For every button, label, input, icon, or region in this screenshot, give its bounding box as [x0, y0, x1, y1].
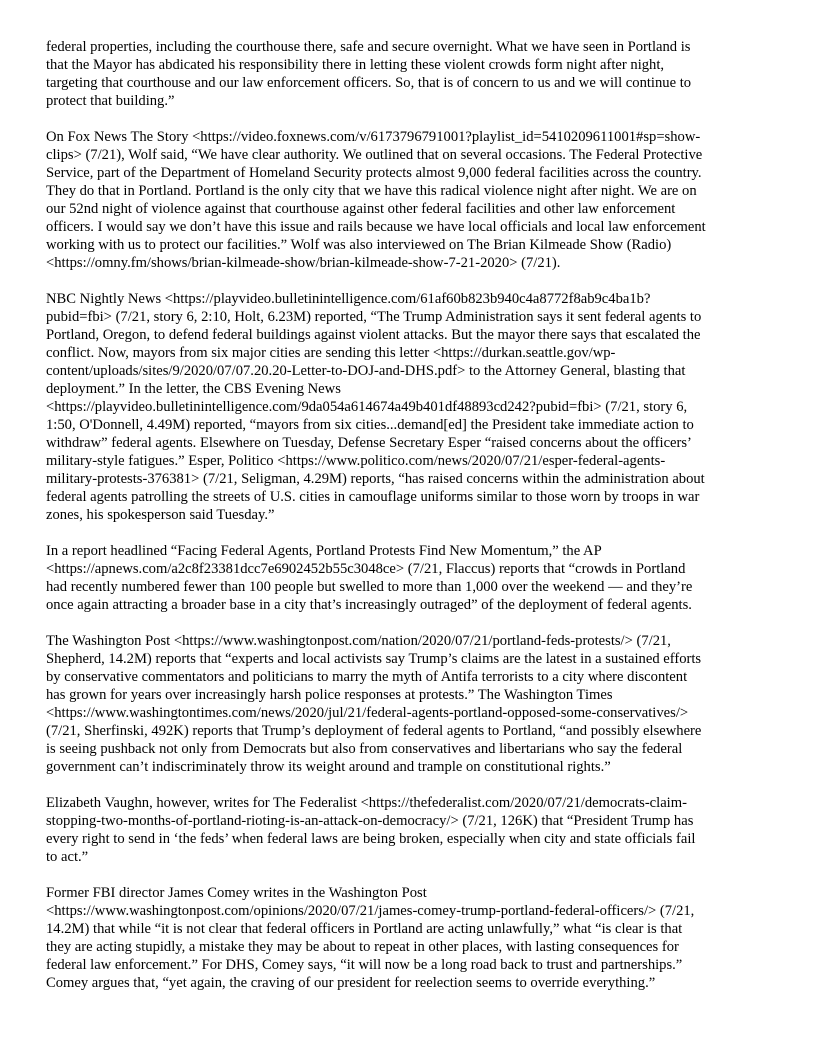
paragraph-comey-op-ed: Former FBI director James Comey writes in the Washington Post <https://www.washingtonpost.com/opinions/2020/07/21/james-comey-trump-portland-federal-officers/> (7/21, 14.2M) that while “it is not clear that federal officers in Portland are acting unlawfully,” what “is clear is that they are acting stupidly, a mistake they may be about to repeat in other places, with lasting consequences for federal law enforcement.” For DHS, Comey says, “it will now be a long road back to trust and partnerships.” Comey argues that, “yet again, the craving of our president for reelection seems to override everything.” [46, 885, 695, 991]
paragraph-portland-mayor: federal properties, including the courthouse there, safe and secure overnight. What we have seen in Portland is that the Mayor has abdicated his responsibility there in letting these violent crowds form night after night, targeting that courthouse and our law enforcement officers. So, that is of concern to us and we will continue to protect that building.” [46, 39, 692, 109]
paragraph-nbc-nightly-news: NBC Nightly News <https://playvideo.bulletinintelligence.com/61af60b823b940c4a8772f8ab9c4ba1b? pubid=fbi> (7/21, story 6, 2:10, Holt, 6.23M) reported, “The Trump Administration says it sent federal agents to Portland, Oregon, to defend federal buildings against violent attacks. But the mayor there says that escalated the conflict. Now, mayors from six major cities are sending this letter <https://durkan.seattle.gov/wp- content/uploads/sites/9/2020/07/07.20.20-Letter-to-DOJ-and-DHS.pdf> to the Attorney General, blasting that deployment.” In the letter, the CBS Evening News <https://playvideo.bulletinintelligence.com/9da054a614674a49b401df48893cd242?pubid=fbi> (7/21, story 6, 1:50, O'Donnell, 4.49M) reported, “mayors from six cities...demand[ed] the President take immediate action to withdraw” federal agents. Elsewhere on Tuesday, Defense Secretary Esper “raised concerns about the officers’ military-style fatigues.” Esper, Politico <https://www.politico.com/news/2020/07/21/esper-federal-agents- military-protests-376381> (7/21, Seligman, 4.29M) reports, “has raised concerns within the administration about federal agents patrolling the streets of U.S. cities in camouflage uniforms similar to those worn by troops in war zones, his spokesperson said Tuesday.” [46, 291, 705, 523]
document-page [46, 38, 774, 1010]
paragraph-washington-post-times: The Washington Post <https://www.washingtonpost.com/nation/2020/07/21/portland-feds-protests/> (7/21, Shepherd, 14.2M) reports that “experts and local activists say Trump’s claims are the latest in a sustained efforts by conservative commentators and politicians to marry the myth of Antifa terrorists to a city where discontent has grown for years over increasingly harsh police responses at protests.” The Washington Times <https://www.washingtontimes.com/news/2020/jul/21/federal-agents-portland-opposed-some-conservatives/> (7/21, Sherfinski, 492K) reports that Trump’s deployment of federal agents to Portland, “and possibly elsewhere is seeing pushback not only from Democrats but also from conservatives and libertarians who say the federal government can’t indiscriminately throw its weight around and trample on constitutional rights.” [46, 633, 702, 775]
paragraph-federalist-vaughn: Elizabeth Vaughn, however, writes for The Federalist <https://thefederalist.com/2020/07/21/democrats-claim- stopping-two-months-of-portland-rioting-is-an-attack-on-democracy/> (7/21, 126K) that “President Trump has every right to send in ‘the feds’ when federal laws are being broken, especially when city and state officials fail to act.” [46, 795, 696, 865]
paragraph-fox-news-wolf: On Fox News The Story <https://video.foxnews.com/v/6173796791001?playlist_id=5410209611001#sp=show- clips> (7/21), Wolf said, “We have clear authority. We outlined that on several occasions. The Federal Protective Service, part of the Department of Homeland Security protects almost 9,000 federal facilities across the country. They do that in Portland. Portland is the only city that we have this radical violence night after night. We are on our 52nd night of violence against that courthouse against other federal facilities and other law enforcement officers. I would say we don’t have this issue and rails because we have local officials and local law enforcement working with us to protect our facilities.” Wolf was also interviewed on The Brian Kilmeade Show (Radio) <https://omny.fm/shows/brian-kilmeade-show/brian-kilmeade-show-7-21-2020> (7/21). [46, 129, 706, 271]
paragraph-ap-report: In a report headlined “Facing Federal Agents, Portland Protests Find New Momentum,” the AP <https://apnews.com/a2c8f23381dcc7e6902452b55c3048ce> (7/21, Flaccus) reports that “crowds in Portland had recently numbered fewer than 100 people but swelled to more than 1,000 over the weekend — and they’re once again attracting a broader base in a city that’s increasingly outraged” of the deployment of federal agents. [46, 543, 693, 613]
